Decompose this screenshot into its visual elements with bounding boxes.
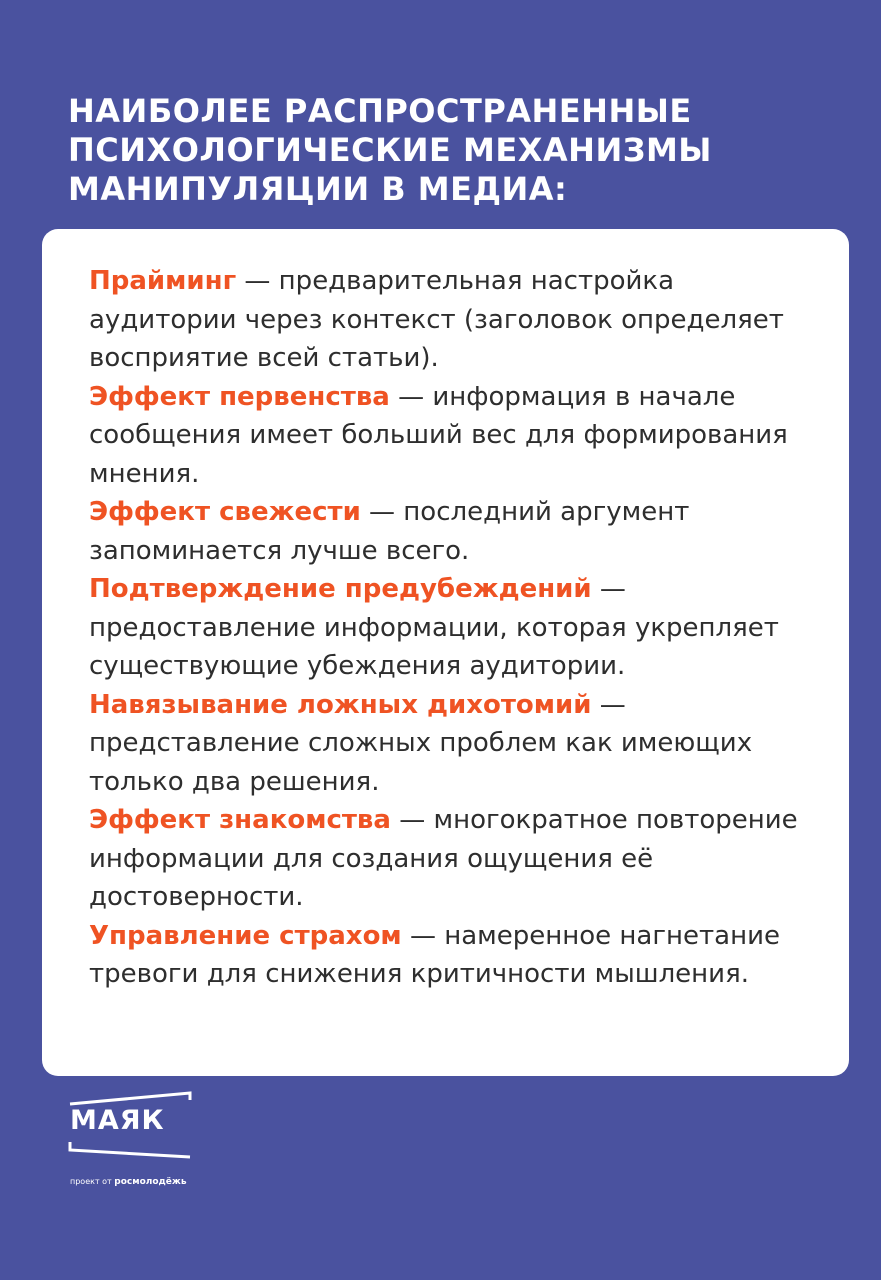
mechanism-entry (89, 570, 809, 686)
mechanism-term: Прайминг (89, 266, 237, 296)
tagline-org: росмолодёжь (114, 1177, 187, 1187)
mechanism-definition: — информация в начале сообщения имеет больший вес для формирования мнения. (89, 381, 788, 489)
logo-text: МАЯК (70, 1105, 165, 1136)
mechanism-term: Эффект знакомства (89, 805, 391, 835)
title-line: ПСИХОЛОГИЧЕСКИЕ МЕХАНИЗМЫ (68, 131, 712, 169)
mechanism-definition: — предоставление информации, которая укрепляет существующие убеждения аудитории. (89, 574, 779, 681)
mechanism-definition: — последний аргумент запоминается лучше всего. (89, 497, 690, 566)
mechanisms-list (89, 262, 809, 994)
mayak-logo (68, 1090, 198, 1170)
mechanism-entry (89, 801, 809, 917)
mechanism-term: Эффект первенства (89, 381, 390, 412)
title-line: МАНИПУЛЯЦИИ В МЕДИА: (68, 170, 568, 208)
mechanism-definition: — многократное повторение информации для создания ощущения её достоверности. (89, 805, 798, 912)
mechanism-entry (89, 917, 809, 994)
title-line: НАИБОЛЕЕ РАСПРОСТРАНЕННЫЕ (68, 92, 692, 130)
tagline-prefix: проект от (70, 1177, 115, 1186)
mechanism-term: Эффект свежести (89, 497, 361, 527)
mechanism-entry (89, 262, 809, 378)
mechanism-term: Навязывание ложных дихотомий (89, 689, 592, 720)
mechanism-term: Управление страхом (89, 920, 402, 951)
content-card (42, 229, 849, 1076)
page-title (68, 92, 848, 209)
project-tagline (70, 1177, 187, 1187)
mechanism-definition: — предварительная настройка аудитории через контекст (заголовок определяет восприятие всей статьи). (89, 266, 784, 373)
mechanism-definition: — представление сложных проблем как имеющих только два решения. (89, 689, 753, 797)
mechanism-term: Подтверждение предубеждений (89, 574, 592, 604)
mechanism-entry (89, 686, 809, 802)
mechanism-entry (89, 378, 809, 494)
mechanism-definition: — намеренное нагнетание тревоги для снижения критичности мышления. (89, 920, 780, 989)
mechanism-entry (89, 493, 809, 570)
